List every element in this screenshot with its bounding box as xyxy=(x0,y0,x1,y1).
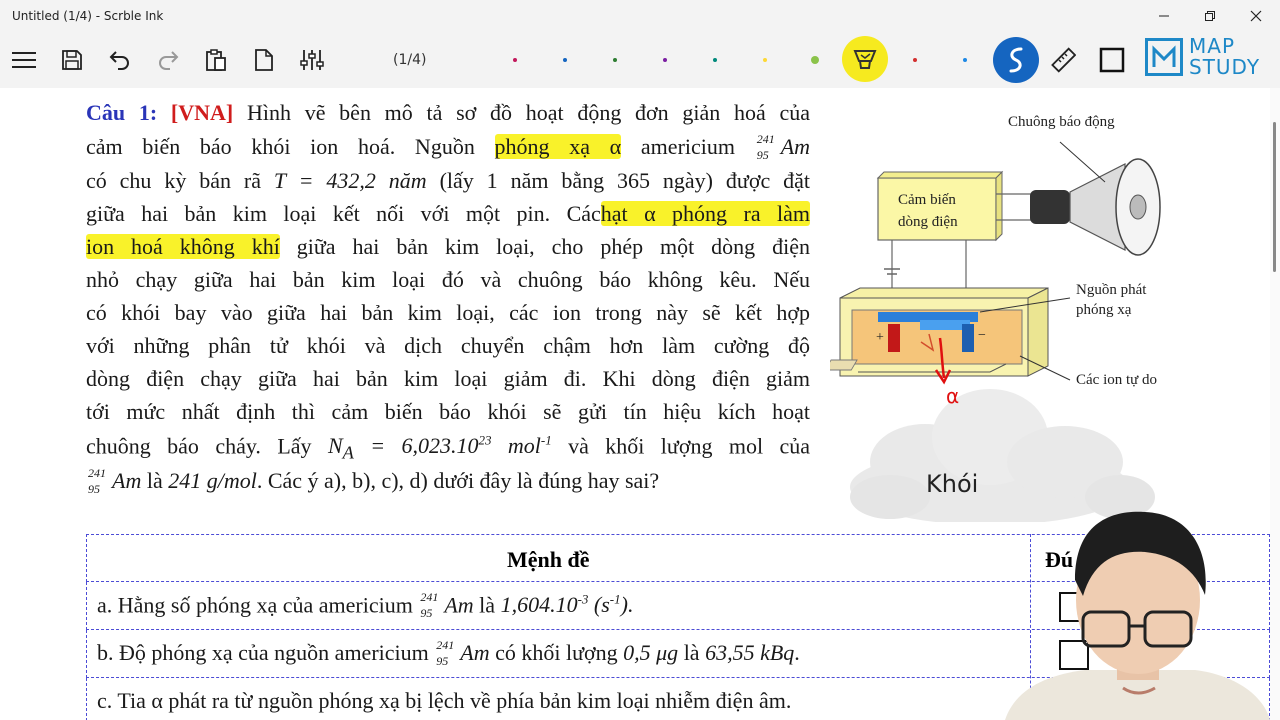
new-page-icon xyxy=(253,48,275,72)
isotope-symbol xyxy=(434,638,460,668)
webcam-overlay xyxy=(1005,500,1270,720)
ions-label: Các ion tự do xyxy=(1076,372,1158,388)
text-span: b. Độ phóng xạ của nguồn americium xyxy=(97,640,429,665)
text-span: chuông báo cháy. Lấy xyxy=(86,433,312,459)
scrollbar-thumb[interactable] xyxy=(1273,122,1276,272)
smoke-detector-figure xyxy=(830,102,1190,522)
highlighter-icon xyxy=(852,46,878,72)
toolbar xyxy=(0,32,1280,88)
na-letter: N xyxy=(327,433,343,459)
plus-sign: + xyxy=(876,330,884,345)
decay-unit: (s xyxy=(593,592,610,618)
positive-plate xyxy=(888,324,900,352)
ionization-chamber xyxy=(830,288,1048,376)
source-label-2: phóng xạ xyxy=(1076,302,1132,318)
presenter-video xyxy=(1005,500,1270,720)
text-span: . xyxy=(794,640,800,665)
pen-color-lightblue[interactable] xyxy=(963,58,967,62)
undo-icon xyxy=(108,48,132,72)
redo-icon xyxy=(156,48,180,72)
molar-mass: 241 g/mol xyxy=(168,468,257,493)
close-button[interactable] xyxy=(1233,0,1279,32)
source-label-1: Nguồn phát xyxy=(1076,282,1147,298)
text-span: là xyxy=(146,468,163,493)
close-icon xyxy=(1250,10,1262,22)
title-bar xyxy=(0,0,1280,32)
negative-plate xyxy=(962,324,974,352)
isotope-symbol xyxy=(86,466,112,496)
question-line-4 xyxy=(86,201,810,231)
save-button[interactable] xyxy=(56,44,88,76)
sensor-label-2: dòng điện xyxy=(898,214,958,230)
question-tag: [VNA] xyxy=(170,100,234,125)
avogadro-symbol xyxy=(327,433,354,463)
settings-sliders-icon xyxy=(299,48,325,72)
highlight-1: phóng xạ α xyxy=(494,134,622,159)
bell-label: Chuông báo động xyxy=(1008,114,1115,130)
statement-a xyxy=(97,590,634,621)
text-span: americium xyxy=(640,134,735,159)
text-span: là xyxy=(479,592,496,618)
pen-color-yellow[interactable] xyxy=(763,58,767,62)
pen-color-red[interactable] xyxy=(913,58,917,62)
minimize-button[interactable] xyxy=(1141,0,1187,32)
question-line-9: dòng điện chạy giữa hai bản kim loại giảm đi. Khi dòng điện giảm xyxy=(86,366,810,391)
ruler-icon xyxy=(1050,47,1076,73)
pen-color-blue[interactable] xyxy=(563,58,567,62)
text-span: (lấy 1 năm bằng 365 ngày) được đặt xyxy=(439,168,811,193)
question-line-5 xyxy=(86,234,810,264)
logo-mark-icon xyxy=(1145,38,1183,76)
minus-sign: − xyxy=(978,328,986,343)
avogadro-value: = 6,023.10 xyxy=(370,433,479,459)
isotope-mass: 241 xyxy=(436,638,455,652)
map-study-logo xyxy=(1145,36,1273,80)
decay-unit-exp: -1 xyxy=(609,592,621,607)
pen-tool-icon xyxy=(1003,45,1029,75)
sample-mass: 0,5 μg xyxy=(623,640,679,665)
isotope-element: Am xyxy=(460,640,490,665)
window-title: Untitled (1/4) - Scrble Ink xyxy=(12,9,164,23)
isotope-symbol xyxy=(418,590,444,621)
avogadro-exp: 23 xyxy=(478,433,492,448)
logo-line1: MAP xyxy=(1189,34,1235,58)
half-life-formula: T = 432,2 năm xyxy=(273,168,427,193)
isotope-element: Am xyxy=(112,468,142,493)
vertical-scrollbar[interactable] xyxy=(1270,88,1280,720)
text-span: là xyxy=(683,640,700,665)
undo-button[interactable] xyxy=(104,44,136,76)
activity-value: 63,55 kBq xyxy=(705,640,795,665)
smoke-detector-diagram xyxy=(830,102,1190,522)
question-line-8: với những phân tử khói và dịch chuyển chậm hơn làm cường độ xyxy=(86,333,810,358)
save-icon xyxy=(61,49,83,71)
redo-button[interactable] xyxy=(152,44,184,76)
restore-icon xyxy=(1204,10,1216,22)
text-span: có chu kỳ bán rã xyxy=(86,168,261,193)
clipboard-icon xyxy=(204,48,228,72)
text-span: a. Hằng số phóng xạ của americium xyxy=(97,592,413,618)
statement-b xyxy=(97,640,800,666)
header-true: Đú xyxy=(1045,547,1074,572)
rectangle-icon xyxy=(1099,47,1125,73)
header-statement: Mệnh đề xyxy=(507,547,590,572)
pen-color-lime[interactable] xyxy=(811,56,819,64)
pen-color-teal[interactable] xyxy=(713,58,717,62)
pen-color-purple[interactable] xyxy=(663,58,667,62)
rectangle-tool-button[interactable] xyxy=(1096,44,1128,76)
question-number: Câu 1: xyxy=(86,100,158,125)
isotope-atomic: 95 xyxy=(756,148,769,162)
logo-text xyxy=(1189,36,1260,78)
decay-constant: 1,604.10 xyxy=(500,592,578,618)
text-span: giữa hai bản kim loại, cho phép một dòng điện xyxy=(296,234,811,259)
ruler-button[interactable] xyxy=(1047,44,1079,76)
isotope-mass: 241 xyxy=(756,132,775,146)
avogadro-unit: mol xyxy=(507,433,541,459)
menu-icon xyxy=(11,50,37,70)
text-span: Hình vẽ bên mô tả sơ đồ hoạt động đơn giản hoá của xyxy=(246,100,811,125)
new-page-button[interactable] xyxy=(248,44,280,76)
logo-line2: STUDY xyxy=(1189,55,1261,79)
minimize-icon xyxy=(1158,10,1170,22)
question-line-7: có khói bay vào giữa hai bản kim loại, các ion trong này sẽ kết hợp xyxy=(86,300,810,325)
paste-button[interactable] xyxy=(200,44,232,76)
na-sub: A xyxy=(342,442,354,463)
avogadro-unit-exp: -1 xyxy=(540,433,552,448)
question-line-12 xyxy=(86,468,810,498)
question-line-11 xyxy=(86,433,810,463)
highlight-3: ion hoá không khí xyxy=(86,234,280,259)
text-span: có khối lượng xyxy=(495,640,618,665)
question-line-2 xyxy=(86,134,810,164)
decay-unit-end: ). xyxy=(620,592,634,618)
page-indicator: (1/4) xyxy=(393,52,427,68)
pen-color-green[interactable] xyxy=(613,58,617,62)
isotope-atomic: 95 xyxy=(436,654,449,668)
statement-c: c. Tia α phát ra từ nguồn phóng xạ bị lệch về phía bản kim loại nhiễm điện âm. xyxy=(97,688,792,713)
decay-constant-exp: -3 xyxy=(577,592,589,607)
highlighter-button[interactable] xyxy=(842,36,888,82)
question-line-1 xyxy=(86,100,810,130)
text-span: cảm biến báo khói ion hoá. Nguồn xyxy=(86,134,475,159)
isotope-mass: 241 xyxy=(88,466,106,480)
isotope-atomic: 95 xyxy=(88,482,100,496)
question-line-6: nhỏ chạy giữa hai bản kim loại đó và chuông báo không kêu. Nếu xyxy=(86,267,810,292)
isotope-mass: 241 xyxy=(420,590,439,605)
question-line-10: tới mức nhất định thì cảm biến báo khói sẽ gửi tín hiệu kích hoạt xyxy=(86,399,810,424)
settings-button[interactable] xyxy=(296,44,328,76)
isotope-symbol xyxy=(755,132,781,162)
pen-annotation-alpha: α xyxy=(946,384,960,408)
text-span: . Các ý a), b), c), d) dưới đây là đúng hay sai? xyxy=(256,468,660,493)
smoke-label: Khói xyxy=(926,470,979,498)
pen-color-pink[interactable] xyxy=(513,58,517,62)
text-span: giữa hai bản kim loại kết nối với một pin. Các xyxy=(86,201,601,226)
text-span: và khối lượng mol của xyxy=(568,433,811,459)
question-line-3 xyxy=(86,168,810,198)
pen-tool-button[interactable] xyxy=(993,37,1039,83)
sensor-label-1: Cảm biến xyxy=(898,192,956,208)
highlight-2: hạt α phóng ra làm xyxy=(600,201,811,226)
restore-button[interactable] xyxy=(1187,0,1233,32)
isotope-element: Am xyxy=(780,134,811,159)
isotope-element: Am xyxy=(444,592,474,618)
isotope-atomic: 95 xyxy=(420,606,433,621)
menu-button[interactable] xyxy=(8,44,40,76)
